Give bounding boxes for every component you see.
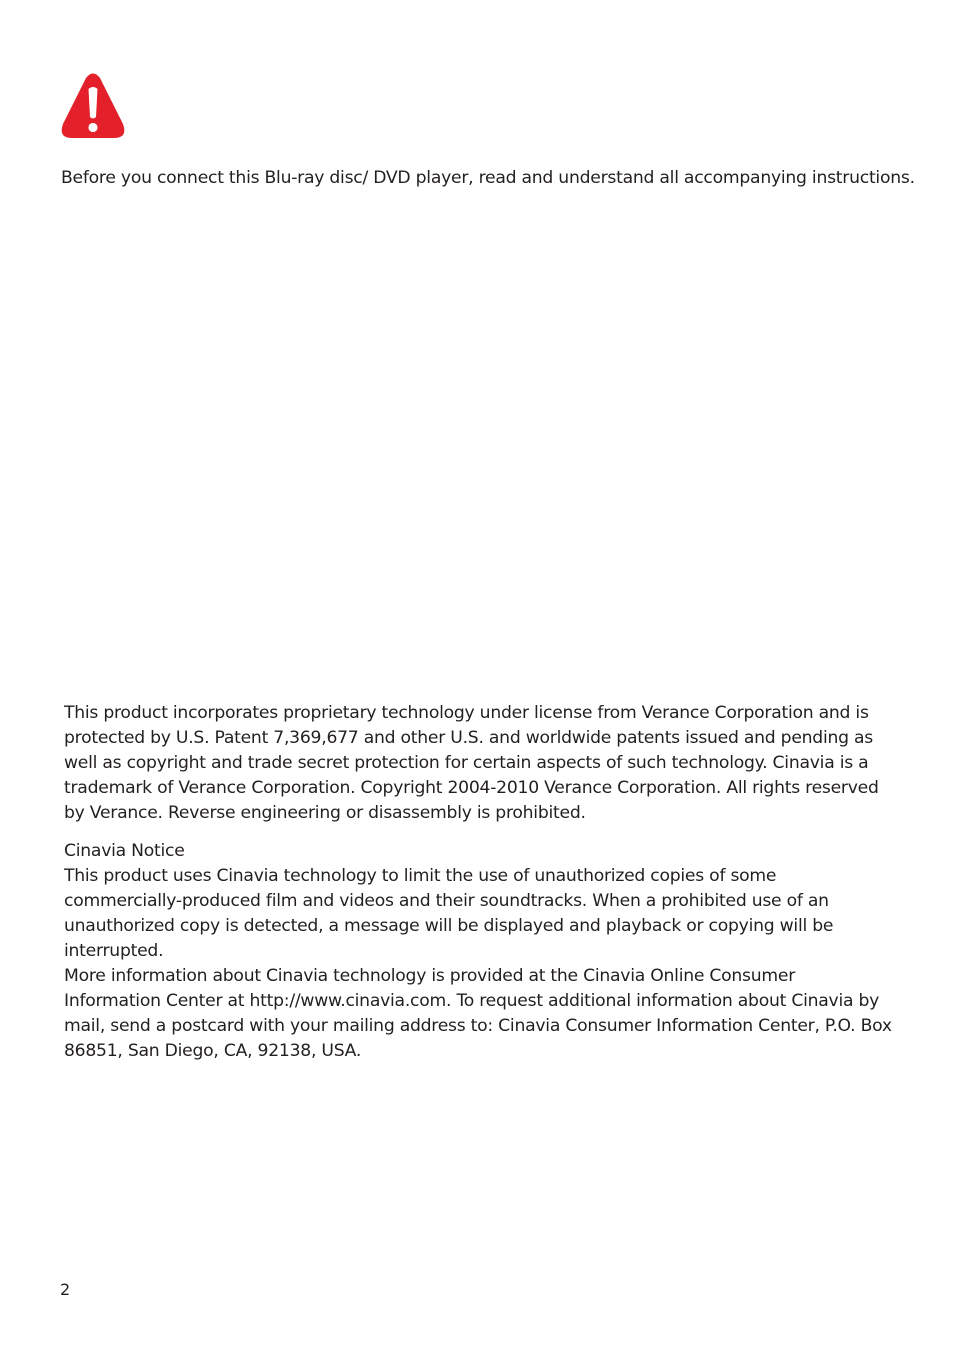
cinavia-paragraph-1: This product uses Cinavia technology to limit the use of unauthorized copies of some commercially-produced film and videos and their soundtracks. When a prohibited use of an unauthorized copy is detected, a message will be displayed and playback or copying will be interrupted. [64, 866, 834, 961]
intro-instruction-text: Before you connect this Blu-ray disc/ DVD player, read and understand all accompanying instructions. [61, 168, 915, 188]
license-paragraph: This product incorporates proprietary technology under license from Verance Corporation and is protected by U.S. Patent 7,369,677 and other U.S. and worldwide patents issued and pending as well as copyright and trade secret protection for certain aspects of such technology. Cinavia is a trademark of Verance Corporation. Copyright 2004-2010 Verance Corporation. All rights reserved by Verance. Reverse engineering or disassembly is prohibited. [64, 703, 879, 823]
cinavia-notice-heading: Cinavia Notice [64, 841, 185, 861]
page-number: 2 [60, 1280, 71, 1299]
warning-triangle-icon [60, 72, 126, 140]
notice-section [64, 701, 894, 1064]
cinavia-paragraph-2: More information about Cinavia technology is provided at the Cinavia Online Consumer Information Center at http://www.cinavia.com. To request additional information about Cinavia by mail, send a postcard with your mailing address to: Cinavia Consumer Information Center, P.O. Box 86851, San Diego, CA, 92138, USA. [64, 966, 892, 1061]
